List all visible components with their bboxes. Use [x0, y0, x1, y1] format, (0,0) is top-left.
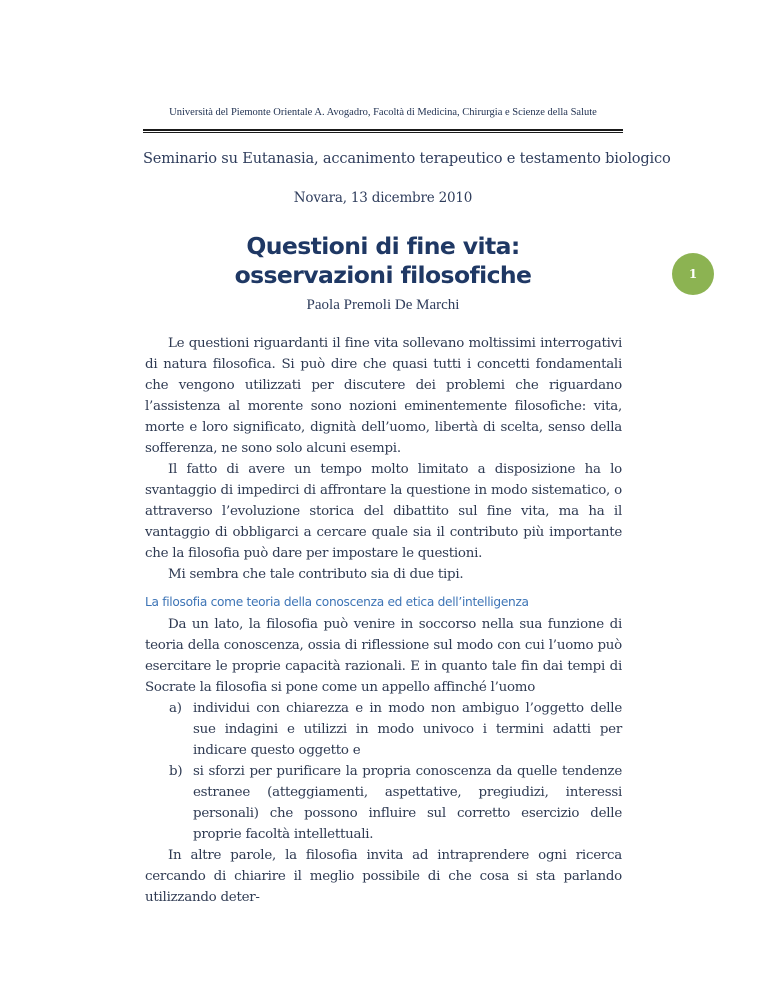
list-item-text: individui con chiarezza e in modo non ambiguo l’oggetto delle sue indagini e utilizzi in modo univoco i termini adatti per indicare questo oggetto e [193, 701, 622, 758]
title-line-2: osservazioni filosofiche [234, 261, 532, 289]
list-item-b [145, 761, 622, 845]
section-heading: La filosofia come teoria della conoscenza ed etica dell’intelligenza [145, 595, 529, 609]
title-line-1: Questioni di fine vita: [246, 232, 520, 260]
paragraph-4: Da un lato, la filosofia può venire in soccorso nella sua funzione di teoria della conoscenza, ossia di riflessione sul modo con cui l’uomo può esercitare le proprie capacità razionali. E in quanto tale fin dai tempi di Socrate la filosofia si pone come un appello affinché l’uomo [145, 617, 622, 695]
page-number-badge [672, 253, 714, 295]
list-item-a [145, 698, 622, 761]
criteria-list [145, 698, 622, 845]
paragraph-2: Il fatto di avere un tempo molto limitato a disposizione ha lo svantaggio di impedirci di affrontare la questione in modo sistematico, o attraverso l’evoluzione storica del dibattito sul fine vita, ma ha il vantaggio di obbligarci a cercare quale sia il contributo più importante che la filosofia può dare per impostare le questioni. [145, 462, 622, 561]
running-header: Università del Piemonte Orientale A. Avogadro, Facoltà di Medicina, Chirurgia e Scienze della Salute [169, 107, 597, 118]
page-number: 1 [688, 267, 698, 281]
list-item-text: si sforzi per purificare la propria conoscenza da quelle tendenze estranee (atteggiamenti, aspettative, pregiudizi, interessi personali) che possono influire sul corretto esercizio delle proprie facoltà intellettuali. [193, 764, 622, 842]
paragraph-1: Le questioni riguardanti il fine vita sollevano moltissimi interrogativi di natura filosofica. Si può dire che quasi tutti i concetti fondamentali che vengono utilizzati per discutere dei problemi che riguardano l’assistenza al morente sono nozioni eminentemente filosofiche: vita, morte e loro significato, dignità dell’uomo, libertà di scelta, senso della sofferenza, ne sono solo alcuni esempi. [145, 336, 622, 456]
header-rule [143, 129, 623, 133]
body-text [145, 333, 622, 908]
paragraph-5: In altre parole, la filosofia invita ad intraprendere ogni ricerca cercando di chiarire il meglio possibile di che cosa si sta parlando utilizzando deter- [145, 848, 622, 905]
list-marker: b) [169, 764, 183, 779]
document-title [143, 232, 623, 290]
seminar-title: Seminario su Eutanasia, accanimento terapeutico e testamento biologico [143, 150, 671, 167]
paragraph-3: Mi sembra che tale contributo sia di due tipi. [168, 567, 464, 582]
dateline: Novara, 13 dicembre 2010 [293, 190, 473, 206]
author: Paola Premoli De Marchi [306, 297, 460, 313]
list-marker: a) [169, 701, 182, 716]
